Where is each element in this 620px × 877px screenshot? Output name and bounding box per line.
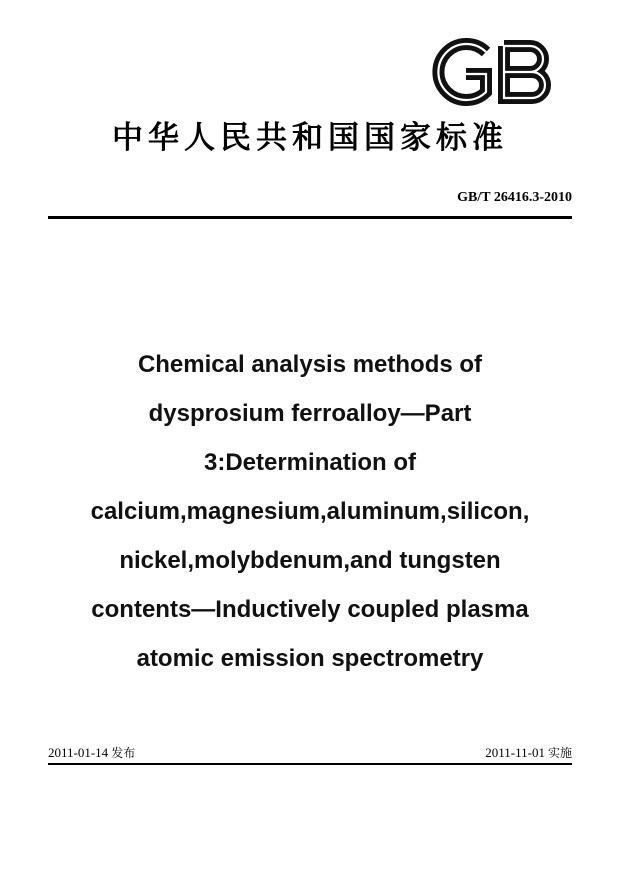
organization-title: 中华人民共和国国家标准 (112, 120, 508, 156)
title-line: contents—Inductively coupled plasma (91, 596, 529, 623)
gb-logo (428, 38, 560, 106)
title-line: nickel,molybdenum,and tungsten (119, 547, 501, 574)
title-line: calcium,magnesium,aluminum,silicon, (90, 498, 530, 525)
issue-label: 发布 (111, 746, 136, 760)
title-line: Chemical analysis methods of (137, 351, 483, 378)
implement-date-block (485, 744, 572, 761)
title-line: 3:Determination of (203, 449, 416, 476)
footer-divider (48, 763, 572, 765)
implement-date: 2011-11-01 (485, 745, 545, 760)
title-line: dysprosium ferroalloy—Part (148, 400, 472, 427)
issue-date-block (48, 744, 135, 761)
gb-logo-icon (428, 38, 560, 106)
document-title (40, 340, 580, 683)
title-line: atomic emission spectrometry (136, 645, 484, 672)
header-divider (48, 216, 572, 219)
footer-dates (48, 744, 572, 762)
standard-number: GB/T 26416.3-2010 (457, 190, 572, 205)
issue-date: 2011-01-14 (48, 745, 109, 760)
implement-label: 实施 (547, 746, 572, 760)
